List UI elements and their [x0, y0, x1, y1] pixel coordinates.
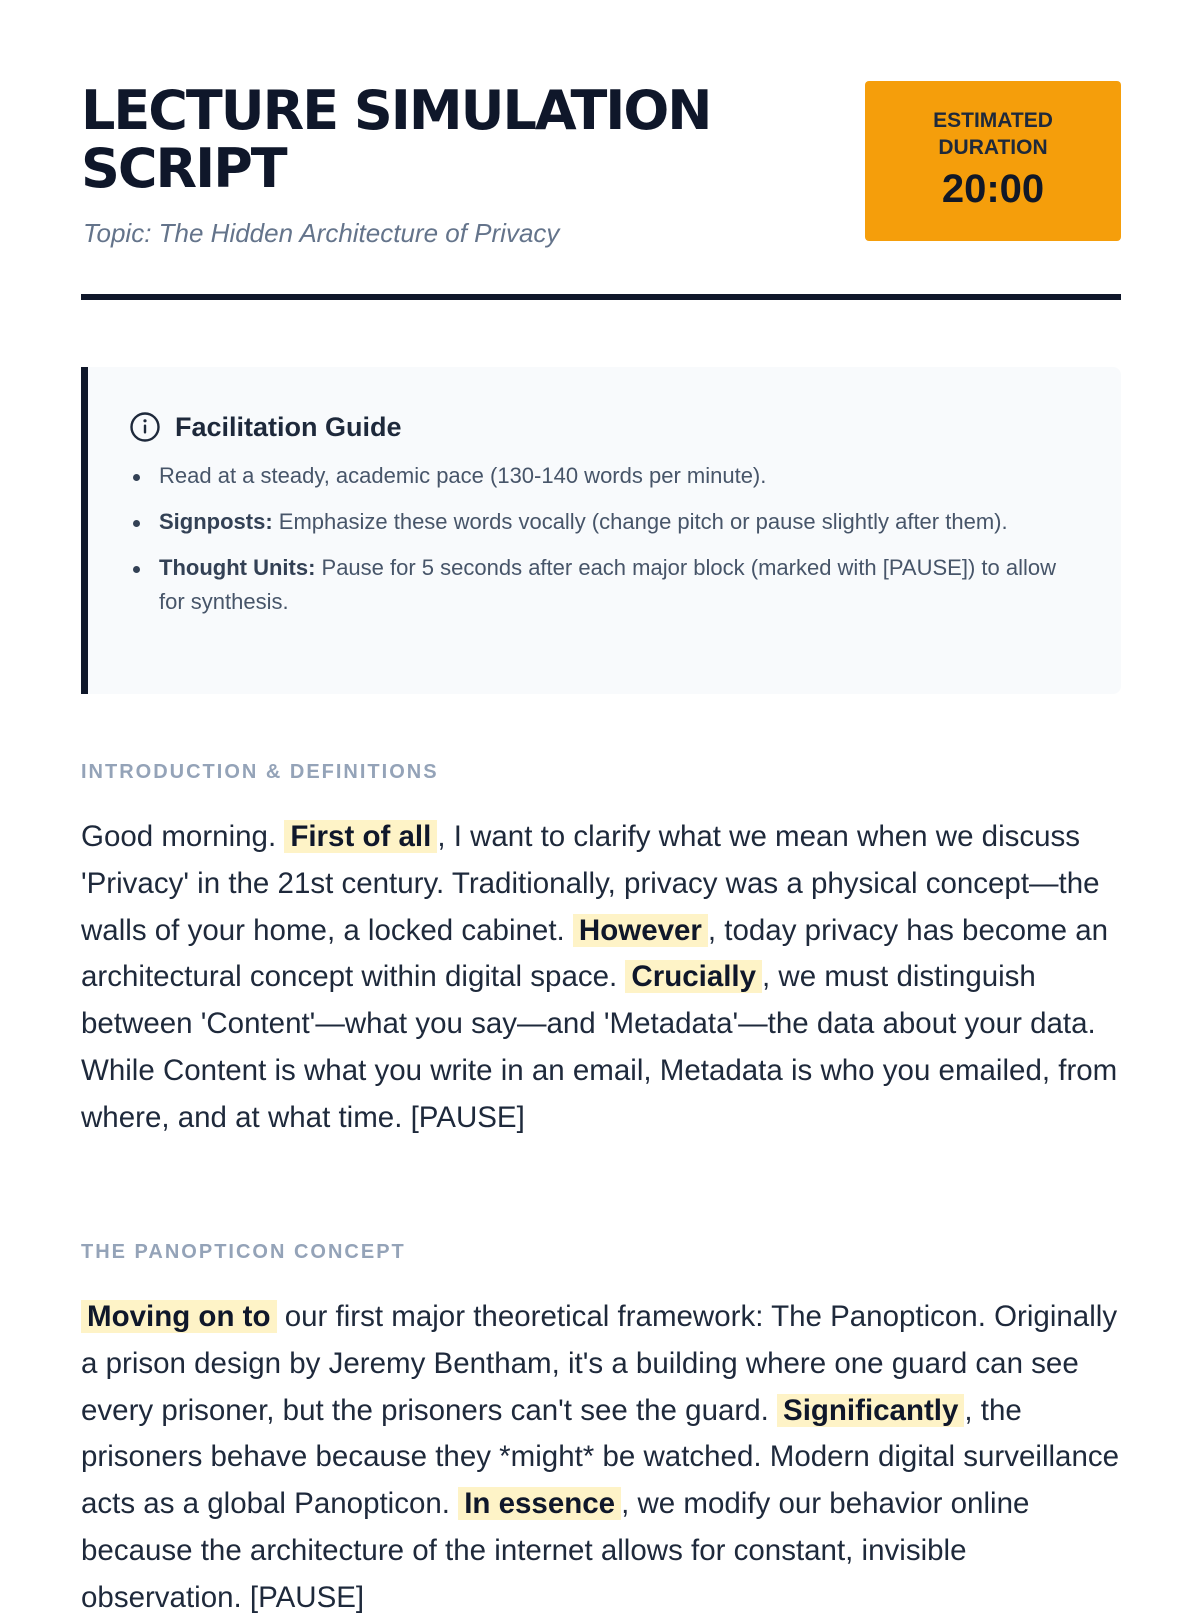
guide-header	[129, 411, 402, 443]
signpost-highlight: Moving on to	[81, 1300, 277, 1333]
signpost-highlight: In essence	[458, 1487, 621, 1520]
guide-list	[133, 459, 1083, 631]
guide-item-text: Pause for 5 seconds after each major block (marked with [PAUSE]) to allow for synthesis.	[159, 555, 1056, 614]
guide-item-strong: Signposts:	[159, 509, 273, 534]
signpost-highlight: However	[573, 914, 708, 947]
guide-item-strong: Thought Units:	[159, 555, 316, 580]
section-label-introduction: INTRODUCTION & DEFINITIONS	[81, 761, 439, 783]
duration-badge	[865, 81, 1121, 241]
paragraph-text: , we must distinguish between 'Content'—what you say—and 'Metadata'—the data about your data. While Content is what you write in an email, Metadata is who you emailed, from where, and at what time. [PAUSE]	[81, 960, 1118, 1134]
guide-item	[133, 551, 1083, 619]
title-line-1: LECTURE SIMULATION	[81, 79, 711, 142]
duration-label	[865, 107, 1121, 161]
paragraph-text: , the prisoners behave because they *might* be watched. Modern digital surveillance acts as a global Panopticon.	[81, 1393, 1120, 1521]
facilitation-guide	[81, 367, 1121, 694]
header	[81, 78, 1121, 254]
page-title	[81, 79, 821, 200]
title-line-2: SCRIPT	[81, 137, 286, 200]
paragraph-text: , I want to clarify what we mean when we discuss 'Privacy' in the 21st century. Traditionally, privacy was a physical concept—the walls of your home, a locked cabinet.	[81, 820, 1100, 947]
section-label-panopticon: THE PANOPTICON CONCEPT	[81, 1241, 406, 1263]
paragraph-text: , today privacy has become an architectural concept within digital space.	[81, 913, 1109, 994]
section-paragraph-introduction	[81, 814, 1121, 1142]
header-divider	[81, 294, 1121, 300]
guide-item-text: Emphasize these words vocally (change pitch or pause slightly after them).	[272, 509, 1008, 534]
duration-label-line-2: DURATION	[938, 136, 1048, 159]
guide-title: Facilitation Guide	[175, 411, 402, 442]
duration-label-line-1: ESTIMATED	[933, 109, 1053, 132]
paragraph-text: Good morning.	[81, 820, 285, 853]
guide-item	[133, 505, 1083, 539]
signpost-highlight: First of all	[284, 820, 437, 853]
guide-item	[133, 459, 1083, 493]
signpost-highlight: Crucially	[625, 960, 762, 993]
guide-item-text: Read at a steady, academic pace (130-140 words per minute).	[159, 463, 767, 488]
section-paragraph-panopticon	[81, 1294, 1121, 1622]
info-icon	[129, 411, 161, 443]
paragraph-text: our first major theoretical framework: The Panopticon. Originally a prison design by Jeremy Bentham, it's a building where one guard can see every prisoner, but the prisoners can't see the guard.	[81, 1300, 1118, 1427]
signpost-highlight: Significantly	[777, 1394, 964, 1427]
topic-subtitle: Topic: The Hidden Architecture of Privacy	[83, 218, 560, 248]
paragraph-text: , we modify our behavior online because the architecture of the internet allows for constant, invisible observation. [PAUSE]	[81, 1487, 1030, 1614]
duration-value: 20:00	[941, 167, 1045, 211]
